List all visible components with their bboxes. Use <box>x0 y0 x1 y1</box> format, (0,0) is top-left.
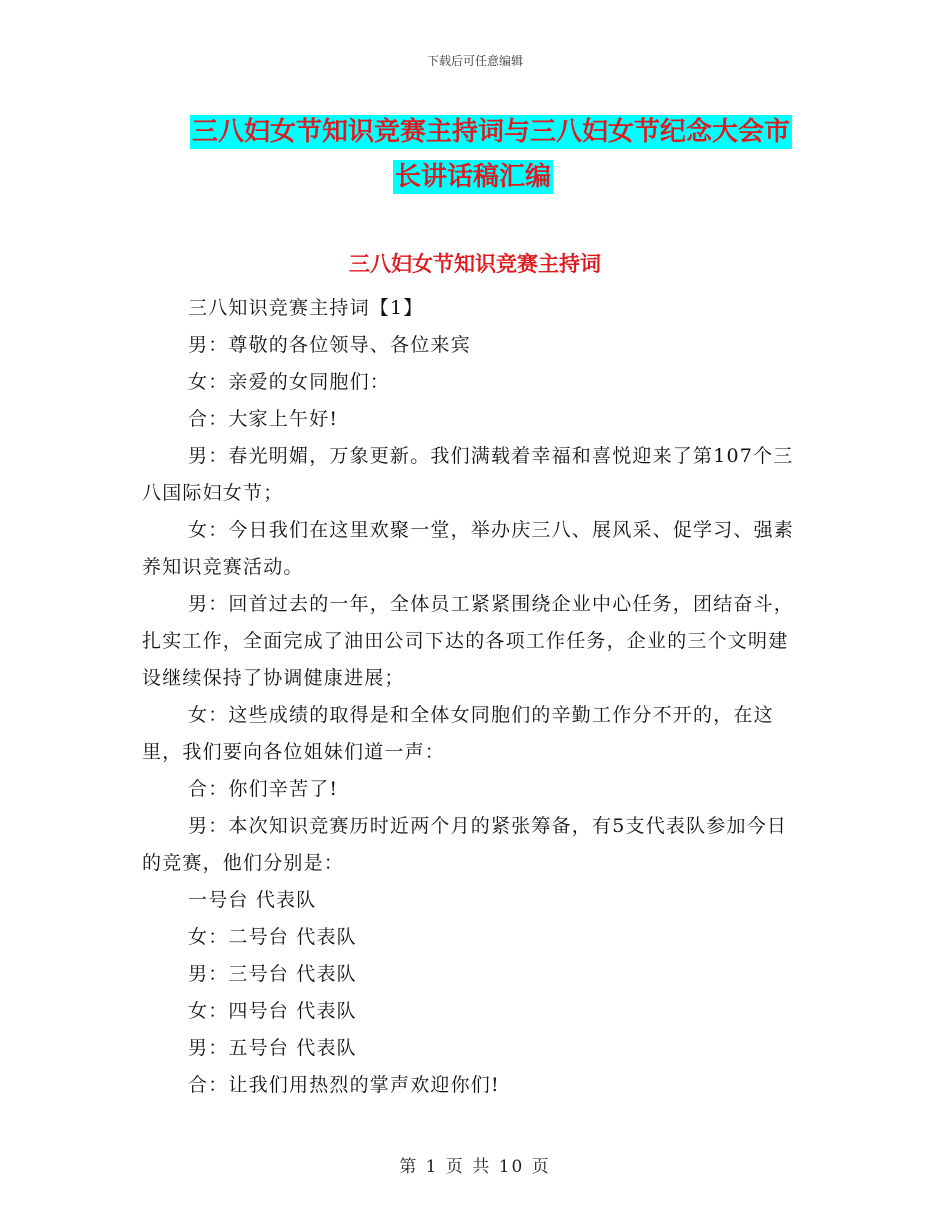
document-title <box>190 110 830 200</box>
paragraph: 女：今日我们在这里欢聚一堂，举办庆三八、展风采、促学习、强素养知识竞赛活动。 <box>142 519 795 578</box>
paragraph: 男：五号台 代表队 <box>188 1037 357 1059</box>
title-line-2 <box>190 155 830 200</box>
page-number-footer: 第 1 页 共 10 页 <box>399 1157 551 1177</box>
paragraph: 男：回首过去的一年，全体员工紧紧围绕企业中心任务，团结奋斗，扎实工作，全面完成了油田公司下达的各项工作任务，企业的三个文明建设继续保持了协调健康进展； <box>142 593 795 689</box>
paragraph: 女：亲爱的女同胞们： <box>188 371 391 393</box>
paragraph: 合：你们辛苦了! <box>188 778 339 800</box>
paragraph: 三八知识竞赛主持词【1】 <box>188 297 424 319</box>
paragraph: 女：四号台 代表队 <box>188 1000 357 1022</box>
paragraph: 男：春光明媚，万象更新。我们满载着幸福和喜悦迎来了第107个三八国际妇女节； <box>142 445 794 504</box>
paragraph: 合：大家上午好! <box>188 408 339 430</box>
title-line-2-text: 长讲话稿汇编 <box>395 162 552 192</box>
section-title: 三八妇女节知识竞赛主持词 <box>349 252 601 276</box>
title-line-1 <box>190 110 830 155</box>
body-text <box>142 290 802 1104</box>
paragraph: 合：让我们用热烈的掌声欢迎你们! <box>188 1074 500 1096</box>
paragraph: 女：这些成绩的取得是和全体女同胞们的辛勤工作分不开的，在这里，我们要向各位姐妹们道一声： <box>142 704 774 763</box>
title-line-1-text: 三八妇女节知识竞赛主持词与三八妇女节纪念大会市 <box>192 117 791 147</box>
paragraph: 女：二号台 代表队 <box>188 926 357 948</box>
paragraph: 男：三号台 代表队 <box>188 963 357 985</box>
paragraph: 男：尊敬的各位领导、各位来宾 <box>188 334 471 356</box>
paragraph: 一号台 代表队 <box>188 889 317 911</box>
paragraph: 男：本次知识竞赛历时近两个月的紧张筹备，有5支代表队参加今日的竞赛，他们分别是： <box>142 815 788 874</box>
header-note: 下载后可任意编辑 <box>426 54 523 68</box>
